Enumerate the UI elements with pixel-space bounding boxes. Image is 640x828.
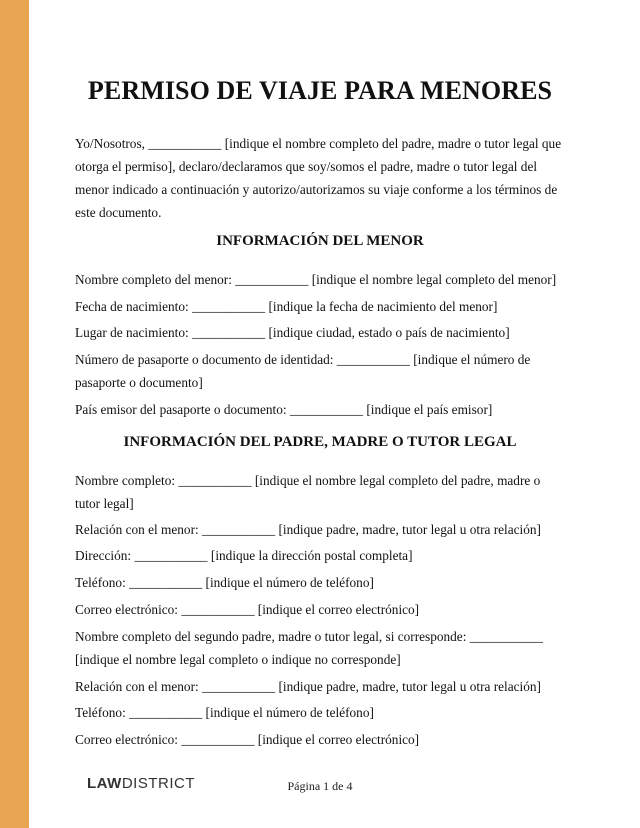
logo-light-text: DISTRICT: [121, 775, 195, 792]
guardian-field: Correo electrónico: ___________ [indique el correo electrónico]: [75, 732, 420, 747]
guardian-field: Teléfono: ___________ [indique el número de teléfono]: [75, 705, 374, 720]
minor-field: Fecha de nacimiento: ___________ [indique la fecha de nacimiento del menor]: [75, 299, 498, 314]
page-number: [0, 779, 640, 794]
intro-paragraph: Yo/Nosotros, ___________ [indique el nombre completo del padre, madre o tutor legal que otorga el permiso], declaro/declaramos que soy/somos el padre, madre o tutor legal del menor indicado a continuación y autorizo/autorizamos su viaje conforme a los términos de este documento.: [75, 136, 562, 220]
guardian-field: Relación con el menor: ___________ [indique padre, madre, tutor legal u otra relación]: [75, 679, 541, 694]
minor-field: Lugar de nacimiento: ___________ [indique ciudad, estado o país de nacimiento]: [75, 325, 510, 340]
guardian-field: Nombre completo: ___________ [indique el nombre legal completo del padre, madre o tutor legal]: [75, 473, 541, 511]
minor-field: Nombre completo del menor: ___________ [indique el nombre legal completo del menor]: [75, 272, 557, 287]
minor-section-heading: INFORMACIÓN DEL MENOR: [216, 233, 424, 249]
document-title: PERMISO DE VIAJE PARA MENORES: [87, 76, 553, 105]
guardian-field: Teléfono: ___________ [indique el número de teléfono]: [75, 575, 374, 590]
accent-side-bar: [0, 0, 29, 828]
page-number-label: Página 1 de 4: [287, 779, 353, 793]
guardian-section-heading: INFORMACIÓN DEL PADRE, MADRE O TUTOR LEGAL: [123, 434, 517, 450]
guardian-field: Relación con el menor: ___________ [indique padre, madre, tutor legal u otra relación]: [75, 522, 541, 537]
guardian-field: Correo electrónico: ___________ [indique el correo electrónico]: [75, 602, 420, 617]
logo-bold-text: LAW: [87, 775, 122, 792]
minor-field: Número de pasaporte o documento de identidad: ___________ [indique el número de pasaporte o documento]: [75, 352, 531, 390]
guardian-field: Nombre completo del segundo padre, madre o tutor legal, si corresponde: ___________ [indique el nombre legal completo o indique no corresponde]: [75, 629, 543, 667]
guardian-field: Dirección: ___________ [indique la dirección postal completa]: [75, 548, 413, 563]
minor-field: País emisor del pasaporte o documento: ___________ [indique el país emisor]: [75, 402, 493, 417]
